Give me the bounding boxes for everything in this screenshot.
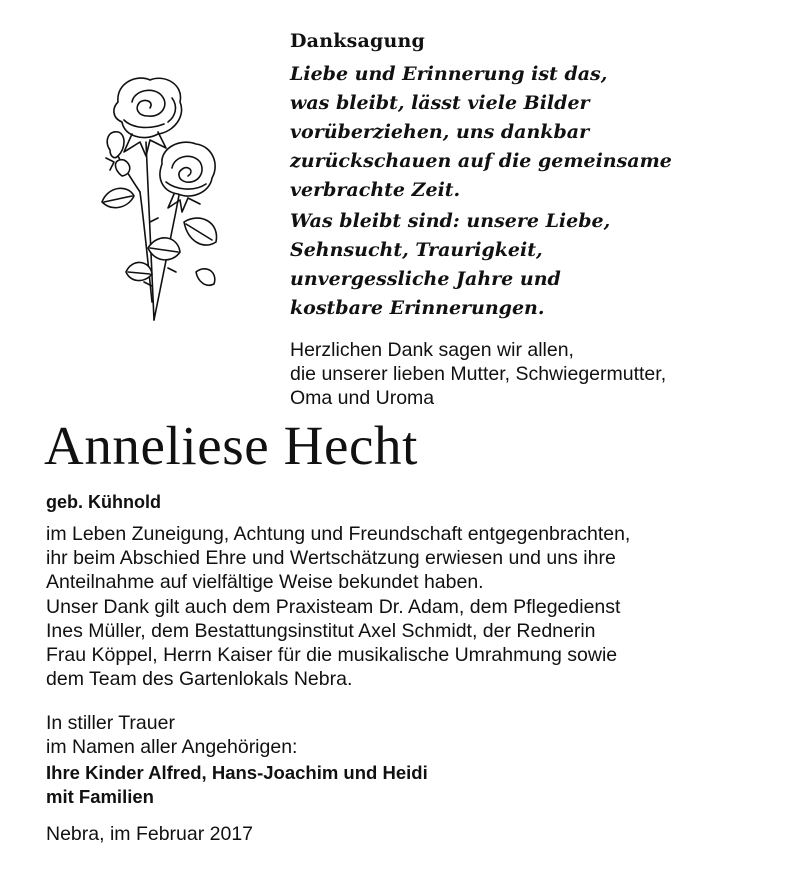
heading: Danksagung <box>290 30 425 52</box>
mourning-line: im Namen aller Angehörigen: <box>46 736 298 758</box>
family-line: Ihre Kinder Alfred, Hans-Joachim und Heidi <box>46 762 428 783</box>
poem-stanza-1 <box>290 60 672 205</box>
poem-stanza-2 <box>290 207 610 323</box>
intro-line: Herzlichen Dank sagen wir allen, <box>290 339 574 361</box>
thanks-line: Anteilnahme auf vielfältige Weise bekundet haben. <box>46 571 484 593</box>
intro-text <box>290 338 666 410</box>
poem-line: vorüberziehen, uns dankbar <box>290 121 590 143</box>
rose-icon <box>88 72 228 324</box>
poem-line: unvergessliche Jahre und <box>290 268 561 290</box>
thanks-line: Frau Köppel, Herrn Kaiser für die musikalische Umrahmung sowie <box>46 644 618 666</box>
intro-line: Oma und Uroma <box>290 387 435 409</box>
thanks-paragraph-1 <box>46 522 630 594</box>
poem-line: was bleibt, lässt viele Bilder <box>290 92 590 114</box>
poem-line: Sehnsucht, Traurigkeit, <box>290 239 543 261</box>
poem-line: verbrachte Zeit. <box>290 179 461 201</box>
thanks-line: im Leben Zuneigung, Achtung und Freundschaft entgegenbrachten, <box>46 523 631 545</box>
thanks-line: Ines Müller, dem Bestattungsinstitut Axel Schmidt, der Rednerin <box>46 620 596 642</box>
mourning-line: In stiller Trauer <box>46 712 175 734</box>
deceased-name: Anneliese Hecht <box>44 415 418 476</box>
family-signature <box>46 761 428 809</box>
intro-line: die unserer lieben Mutter, Schwiegermutter, <box>290 363 667 385</box>
poem-line: Was bleibt sind: unsere Liebe, <box>290 210 611 232</box>
thanks-line: dem Team des Gartenlokals Nebra. <box>46 668 353 690</box>
poem-line: zurückschauen auf die gemeinsame <box>290 150 672 172</box>
place-date: Nebra, im Februar 2017 <box>46 823 254 845</box>
thanks-paragraph-2 <box>46 595 620 691</box>
poem-line: kostbare Erinnerungen. <box>290 297 545 319</box>
thanks-line: ihr beim Abschied Ehre und Wertschätzung erwiesen und uns ihre <box>46 547 616 569</box>
family-line: mit Familien <box>46 786 154 807</box>
thanks-line: Unser Dank gilt auch dem Praxisteam Dr. Adam, dem Pflegedienst <box>46 596 621 618</box>
poem-line: Liebe und Erinnerung ist das, <box>290 63 608 85</box>
mourning-text <box>46 711 297 759</box>
maiden-name: geb. Kühnold <box>46 492 161 512</box>
